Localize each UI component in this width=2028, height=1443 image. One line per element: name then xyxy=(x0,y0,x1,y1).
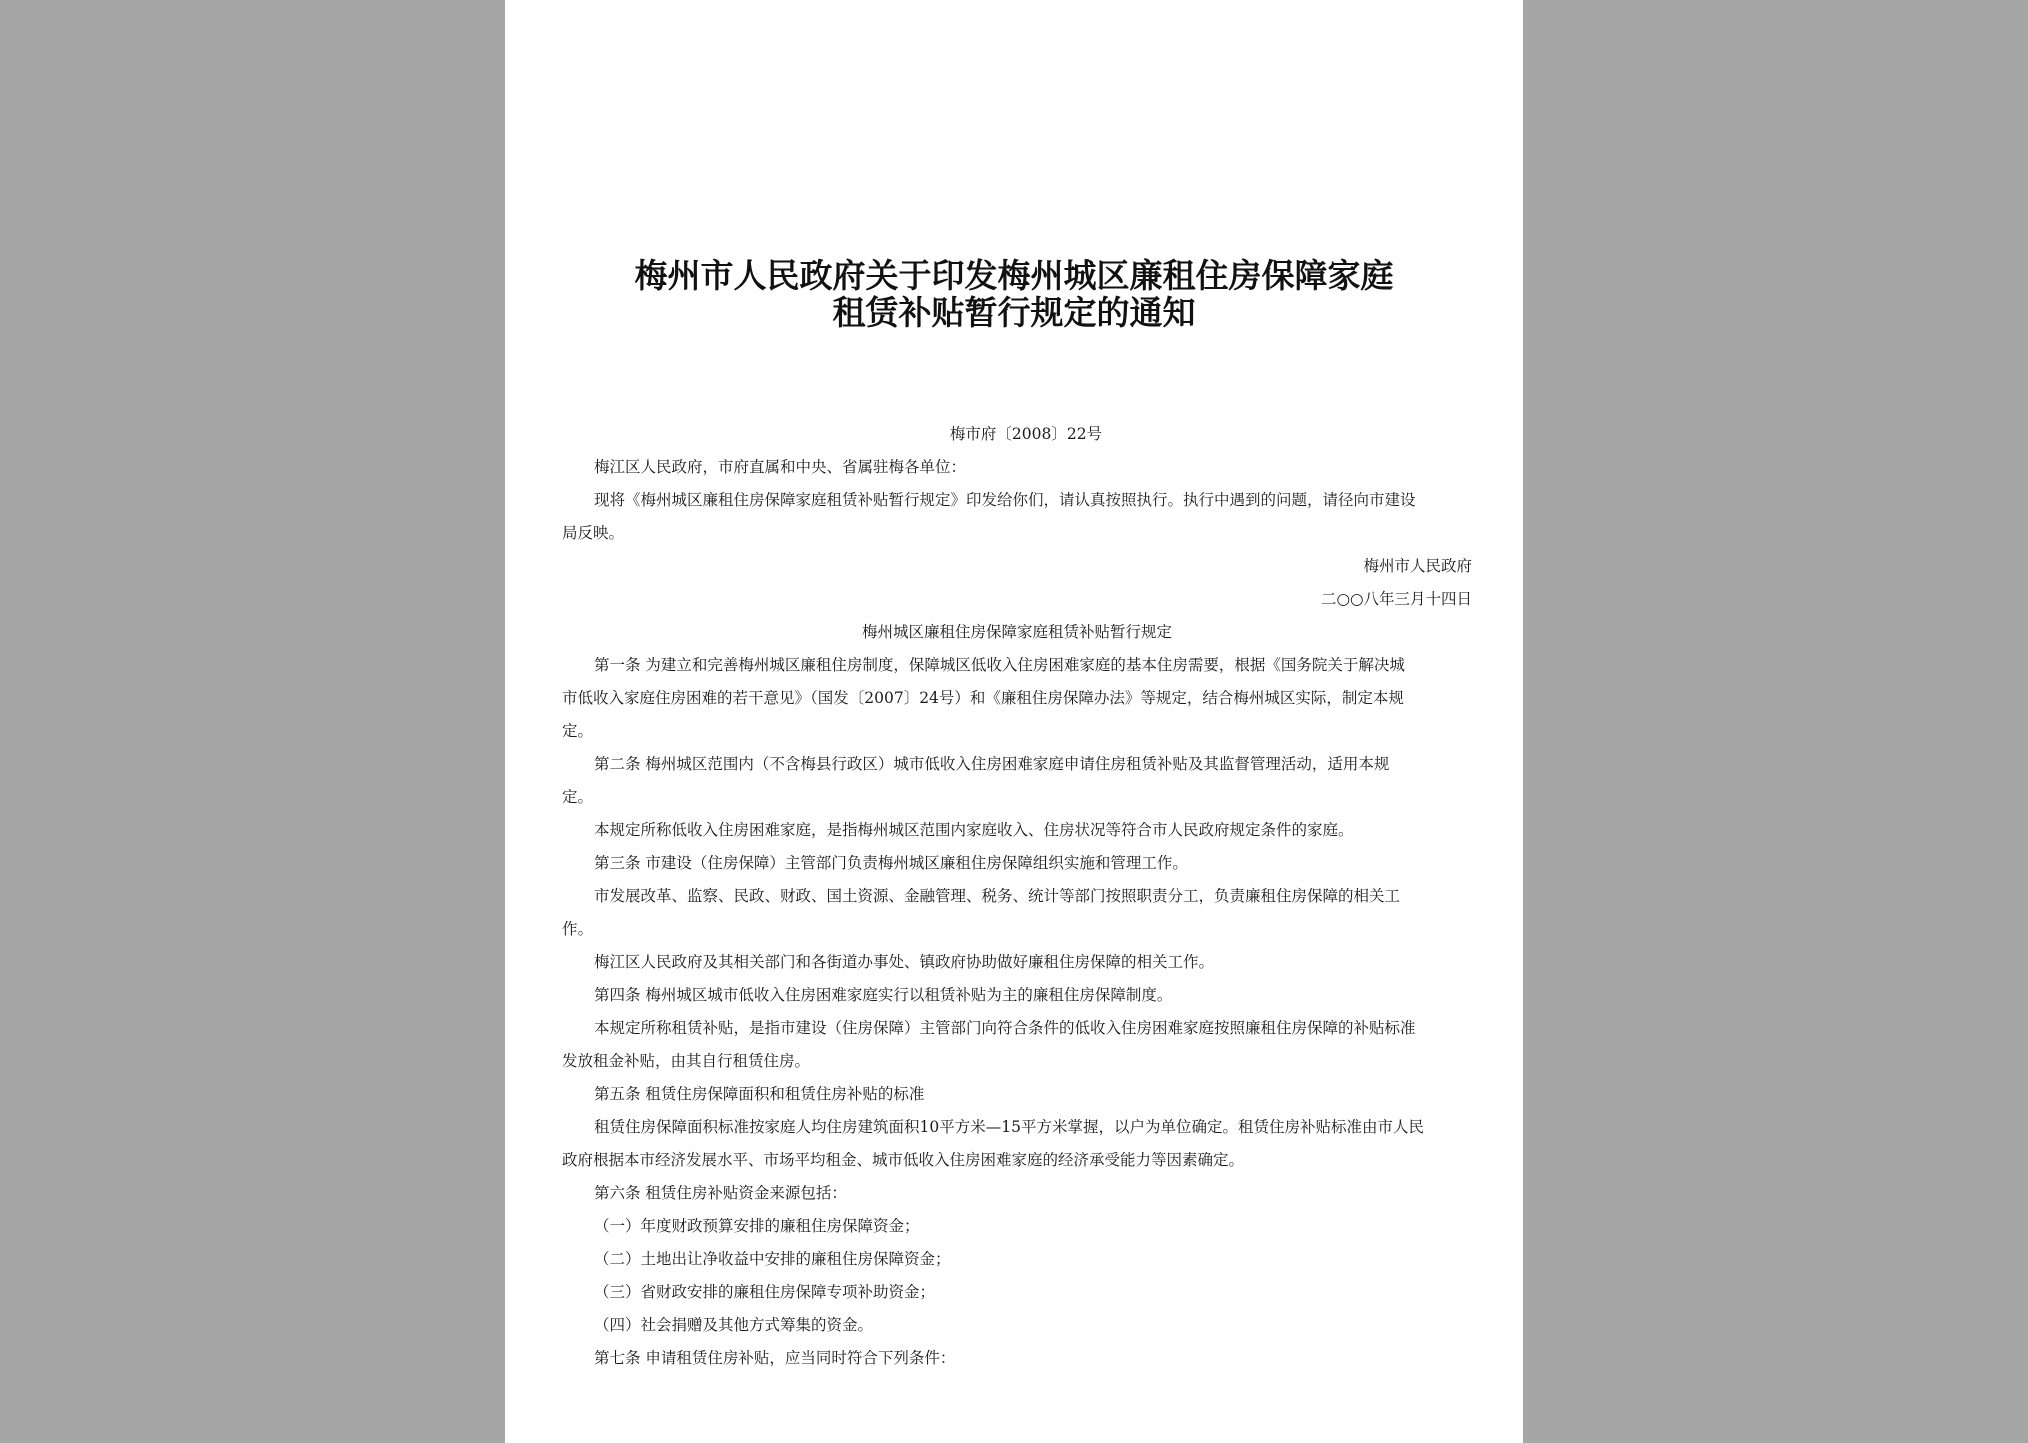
paragraph-line: 本规定所称租赁补贴，是指市建设（住房保障）主管部门向符合条件的低收入住房困难家庭按照廉租住房保障的补贴标准 xyxy=(594,1019,1416,1037)
paragraph-line: 第三条 市建设（住房保障）主管部门负责梅州城区廉租住房保障组织实施和管理工作。 xyxy=(594,854,1188,872)
title-line-2: 租赁补贴暂行规定的通知 xyxy=(832,293,1196,332)
paragraph-line: 作。 xyxy=(562,920,594,938)
paragraph-line: 本规定所称低收入住房困难家庭，是指梅州城区范围内家庭收入、住房状况等符合市人民政府规定条件的家庭。 xyxy=(594,821,1354,839)
paragraph-line: 第一条 为建立和完善梅州城区廉租住房制度，保障城区低收入住房困难家庭的基本住房需要，根据《国务院关于解决城 xyxy=(594,656,1405,674)
intro-line-2: 局反映。 xyxy=(562,524,625,542)
document-page xyxy=(505,0,1523,1443)
paragraph-line: 第五条 租赁住房保障面积和租赁住房补贴的标准 xyxy=(594,1085,925,1103)
document-number: 梅市府〔2008〕22号 xyxy=(949,425,1103,443)
paragraph-line: 第二条 梅州城区范围内（不含梅县行政区）城市低收入住房困难家庭申请住房租赁补贴及其监督管理活动，适用本规 xyxy=(594,755,1390,773)
intro-line-1: 现将《梅州城区廉租住房保障家庭租赁补贴暂行规定》印发给你们，请认真按照执行。执行中遇到的问题，请径向市建设 xyxy=(594,491,1416,509)
paragraph-line: 第四条 梅州城区城市低收入住房困难家庭实行以租赁补贴为主的廉租住房保障制度。 xyxy=(594,986,1173,1004)
paragraph-line: （三）省财政安排的廉租住房保障专项补助资金； xyxy=(594,1283,936,1301)
title-line-1: 梅州市人民政府关于印发梅州城区廉租住房保障家庭 xyxy=(634,256,1394,295)
paragraph-line: 梅江区人民政府及其相关部门和各街道办事处、镇政府协助做好廉租住房保障的相关工作。 xyxy=(594,953,1215,971)
regulation-title: 梅州城区廉租住房保障家庭租赁补贴暂行规定 xyxy=(861,623,1172,641)
paragraph-line: 定。 xyxy=(562,722,594,740)
paragraph-line: 定。 xyxy=(562,788,594,806)
document-title xyxy=(505,257,1523,331)
signature: 梅州市人民政府 xyxy=(1363,557,1472,575)
paragraph-line: （二）土地出让净收益中安排的廉租住房保障资金； xyxy=(594,1250,951,1268)
paragraph-line: （四）社会捐赠及其他方式筹集的资金。 xyxy=(594,1316,874,1334)
issue-date: 二○○八年三月十四日 xyxy=(1320,590,1472,608)
document-body xyxy=(562,418,1472,1375)
paragraph-line: 租赁住房保障面积标准按家庭人均住房建筑面积10平方米—15平方米掌握，以户为单位确定。租赁住房补贴标准由市人民 xyxy=(594,1118,1424,1136)
paragraph-line: 发放租金补贴，由其自行租赁住房。 xyxy=(562,1052,811,1070)
paragraph-line: 政府根据本市经济发展水平、市场平均租金、城市低收入住房困难家庭的经济承受能力等因素确定。 xyxy=(562,1151,1245,1169)
paragraph-line: 第七条 申请租赁住房补贴，应当同时符合下列条件： xyxy=(594,1349,956,1367)
paragraph-line: 第六条 租赁住房补贴资金来源包括： xyxy=(594,1184,847,1202)
paragraph-line: 市发展改革、监察、民政、财政、国土资源、金融管理、税务、统计等部门按照职责分工，负责廉租住房保障的相关工 xyxy=(594,887,1401,905)
addressee: 梅江区人民政府，市府直属和中央、省属驻梅各单位： xyxy=(594,458,967,476)
paragraph-line: （一）年度财政预算安排的廉租住房保障资金； xyxy=(594,1217,920,1235)
paragraph-line: 市低收入家庭住房困难的若干意见》（国发〔2007〕24号）和《廉租住房保障办法》等规定，结合梅州城区实际，制定本规 xyxy=(562,689,1404,707)
